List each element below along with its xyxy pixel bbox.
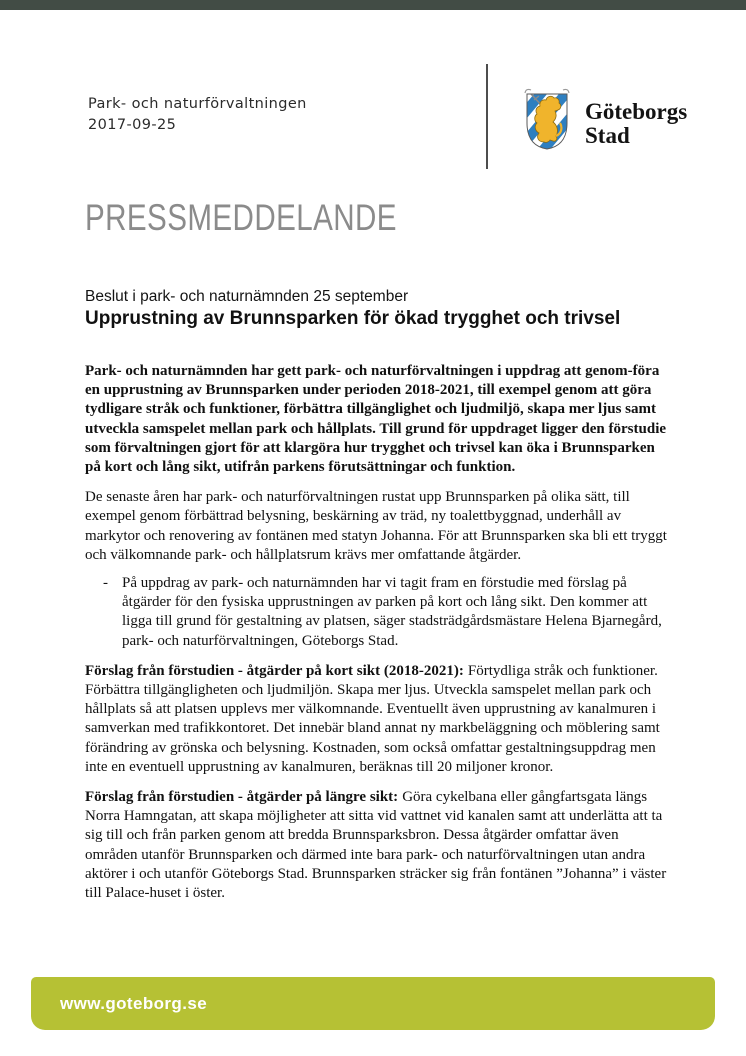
quote-dash: -	[103, 575, 108, 592]
footer-url-link[interactable]: www.goteborg.se	[60, 993, 208, 1013]
logo-divider	[486, 64, 488, 169]
long-term-text: Göra cykelbana eller gångfartsgata längs Norra Hamngatan, att skapa möjligheter att sitta vid vattnet vid kanalen samt att underlätta att ta sig till och från parken genom att bredda Brunnsparksbron. Dessa åtgärder omfattar även områden utanför Brunnsparken och därmed inte bara park- och naturförvaltningen utan andra aktörer i och utanför Göteborgs Stad. Brunnsparken sträcker sig från fontänen ”Johanna” i väster till Palace-huset i öster.	[85, 789, 667, 902]
footer-bar	[31, 977, 715, 1030]
background-paragraph: De senaste åren har park- och naturförvaltningen rustat upp Brunnsparken på olika sätt, till exempel genom förbättrad belysning, beskärning av träd, ny toalettbyggnad, underhåll av markytor och renovering av fontänen med statyn Johanna. För att Brunnsparken ska bli ett tryggt och välkomnande park- och hållplatsrum krävs mer omfattande åtgärder.	[85, 489, 667, 563]
short-term-paragraph	[85, 662, 669, 777]
long-term-lead: Förslag från förstudien - åtgärder på längre sikt:	[85, 789, 399, 806]
press-release-body	[85, 287, 669, 903]
quote-list-item	[85, 574, 669, 651]
logo-word-2: Stad	[585, 122, 630, 148]
document-type-label: PRESSMEDDELANDE	[85, 197, 397, 238]
intro-paragraph: Park- och naturnämnden har gett park- och naturförvaltningen i uppdrag att genom-föra en upprustning av Brunnsparken under perioden 2018-2021, till exempel genom att göra tydligare stråk och funktioner, förbättra tillgänglighet och ljudmiljö, skapa mer ljus samt utveckla samspelet mellan park och hållplats. Till grund för uppdraget ligger den förstudie som förvaltningen gjort för att klargöra hur trygghet och trivsel kan öka i Brunnsparken på kort och lång sikt, utifrån parkens förutsättningar och funktion.	[85, 363, 667, 476]
logo-word-1: Göteborgs	[585, 99, 688, 124]
quote-text: På uppdrag av park- och naturnämnden har vi tagit fram en förstudie med förslag på åtgärder för den fysiska upprustningen av parken på kort och lång sikt. Den kommer att ligga till grund för gestaltning av platsen, säger stadsträdgårdsmästare Helena Bjarnegård, park- och naturförvaltningen, Göteborgs Stad.	[122, 575, 662, 649]
short-term-text: Förtydliga stråk och funktioner. Förbättra tillgängligheten och ljudmiljön. Skapa mer ljus. Utveckla samspelet mellan park och hållplats så att platsen upplevs mer välkomnande. Eventuellt även upprustning av kanalmuren i samverkan med trafikkontoret. Det innebär bland annat ny markbeläggning och möblering samt förändring av grönska och belysning. Kostnaden, som också omfattar gestaltningsuppdrag men inte en eventuell upprustning av kanalmuren, beräknas till 20 miljoner kronor.	[85, 662, 660, 775]
headline: Upprustning av Brunnsparken för ökad trygghet och trivsel	[85, 308, 621, 329]
goteborg-crest-icon	[524, 87, 570, 151]
sender-block	[88, 94, 307, 136]
goteborg-logo-wordmark	[585, 100, 687, 147]
long-term-paragraph	[85, 788, 669, 903]
decision-kicker: Beslut i park- och naturnämnden 25 september	[85, 288, 409, 305]
top-brand-bar	[0, 0, 746, 10]
short-term-lead: Förslag från förstudien - åtgärder på kort sikt (2018-2021):	[85, 662, 464, 679]
sender-department: Park- och naturförvaltningen	[88, 96, 307, 112]
sender-date: 2017-09-25	[88, 117, 177, 133]
